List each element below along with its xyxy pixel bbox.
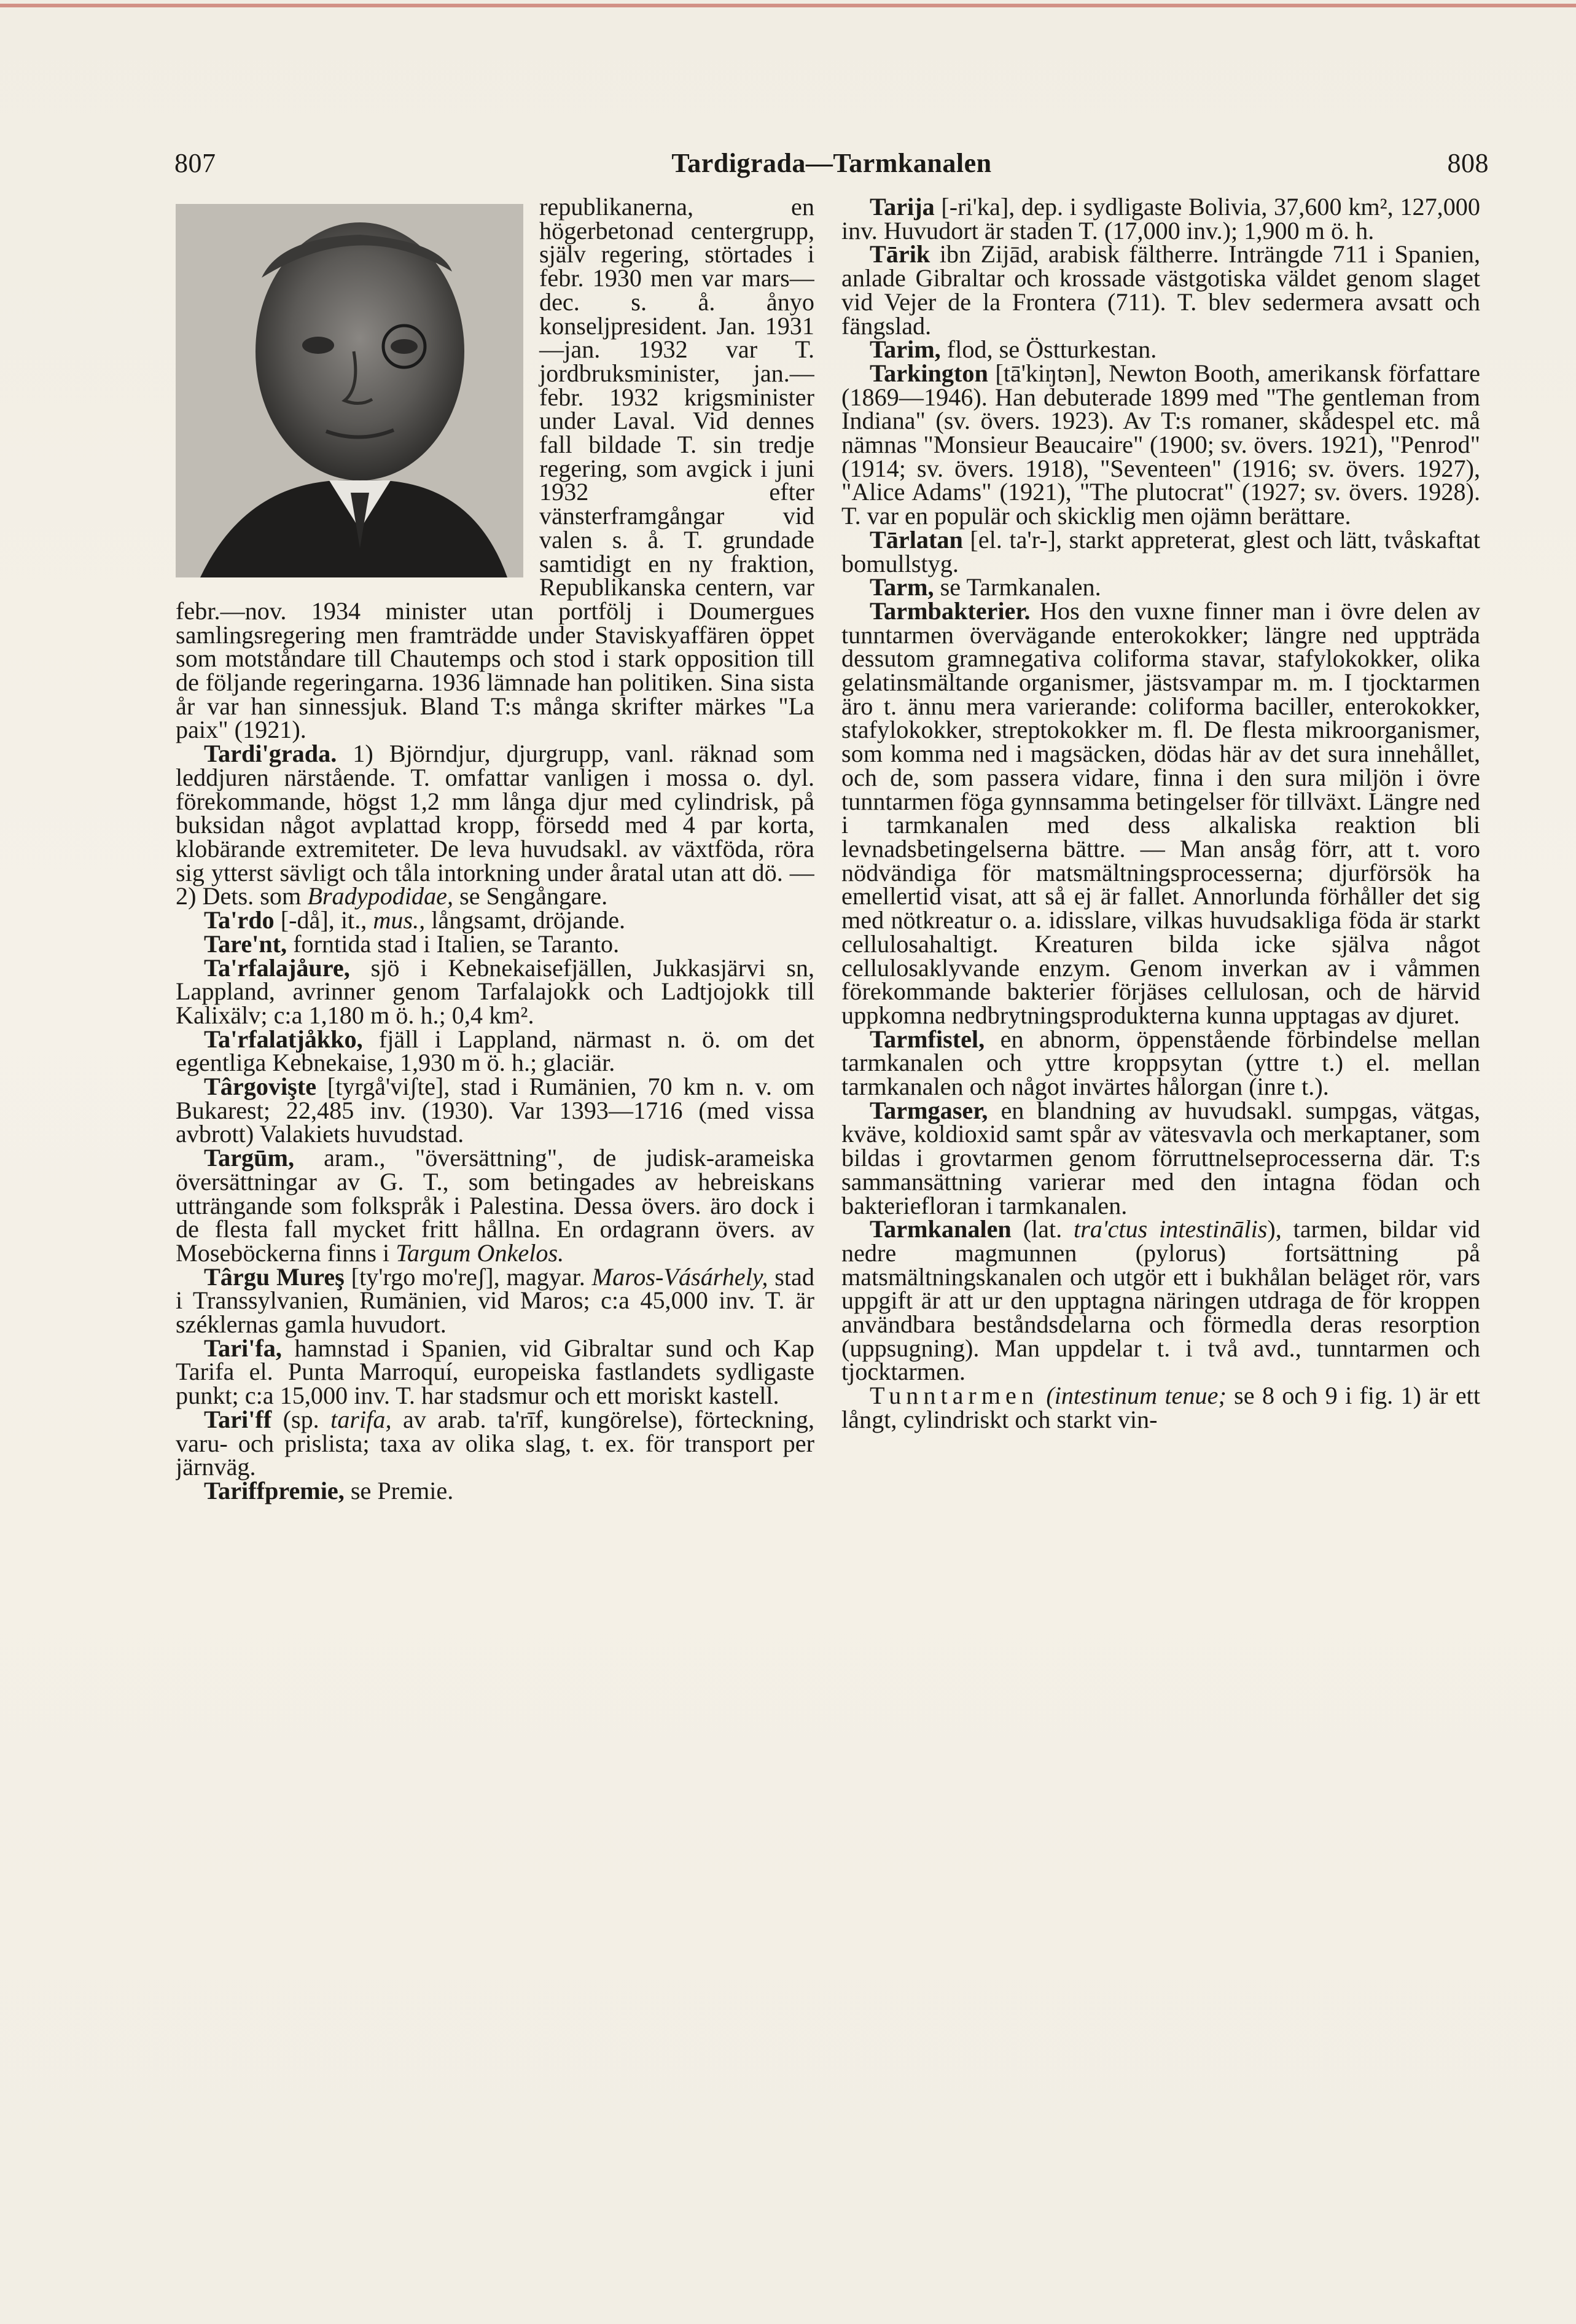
running-title: Tardigrada—Tarmkanalen [671,148,992,178]
entry-tarmbakterier [841,597,1480,1029]
entry-text: [ty'rgo mo'reʃ], magyar. [344,1262,592,1291]
entry-tarifa [176,1334,814,1410]
entry-headword: Targūm, [204,1144,295,1172]
entry-tardigrada [176,742,814,909]
entry-tarlatan [841,525,1480,577]
running-header [174,147,1489,184]
entry-tarmkanalen [841,1215,1480,1386]
entry-tarik [841,240,1480,340]
entry-tarmgaser [841,1096,1480,1219]
entry-tarija [841,195,1480,243]
intro-paragraph [176,195,814,742]
entry-headword: Tari'ff [204,1405,272,1433]
top-edge-rule [0,4,1576,7]
entry-text: [-ri'ka], dep. i sydligaste Bolivia, 37,600 km², 127,000 inv. Huvudort är staden T. (17,000 inv.); 1,900 m ö. h. [841,195,1480,245]
entry-headword: Ta'rdo [204,906,275,934]
entry-tariffpremie [176,1476,814,1504]
entry-text: aram., "översättning", de judisk-arameiska översättningar av G. T., som betingades av hebreiskans utträngande som folkspråk i Palestina. Dessa övers. äro dock i de flesta fall mycket fritt hållna. En ordagrann övers. av Moseböckerna finns i [176,1144,814,1267]
entry-tarfalajaure [176,953,814,1029]
page-number-left: 807 [174,148,216,178]
entry-text: en abnorm, öppenstående förbindelse mellan tarmkanalen och yttre kroppsytan (yttre t.) el. mellan tarmkanalen och något invärtes hålorgan (inre t.). [841,1025,1480,1101]
entry-text: långsamt, dröjande. [425,906,626,934]
entry-headword: Tarm, [870,573,934,601]
paragraph-tunntarmen [841,1384,1480,1431]
entry-italic: Maros-Vásárhely, [591,1262,768,1291]
entry-headword: Tarkington [870,359,988,387]
entry-text: sjö i Kebnekaisefjällen, Jukkasjärvi sn, Lappland, avrinner genom Tarfalajokk och Ladtjojokk till Kalixälv; c:a 1,180 m ö. h.; 0,4 km². [176,953,814,1029]
entry-text: [tā'kiŋtən], Newton Booth, amerikansk författare (1869—1946). Han debuterade 1899 med "The gentleman from Indiana" (sv. övers. 1923). Av T:s romaner, skådespel etc. må nämnas "Monsieur Beaucaire" (1900; sv. övers. 1921), "Penrod" (1914; sv. övers. 1918), "Seventeen" (1916; sv. övers. 1927), "Alice Adams" (1921), "The plutocrat" (1927; sv. övers. 1928). T. var en populär och skicklig men ojämn berättare. [841,359,1480,530]
entry-tariff [176,1405,814,1481]
entry-italic: mus., [373,906,426,934]
entry-italic: (intestinum tenue; [1046,1382,1227,1410]
entry-text: se Sengångare. [453,882,608,910]
entry-tarent [176,929,814,958]
entry-tarim [841,335,1480,364]
entry-targum [176,1146,814,1266]
entry-text: [-då], it., [274,906,373,934]
entry-text: se 8 och 9 i fig. 1) är ett långt, cylindriskt och starkt vin- [841,1382,1480,1433]
entry-italic: Targum Onkelos. [396,1238,564,1267]
entry-headword: Tarmkanalen [870,1215,1012,1243]
entry-headword: Tārlatan [870,525,963,554]
spaced-term: Tunntarmen [870,1382,1039,1410]
entry-italic: Bradypodidae, [307,882,454,910]
entry-italic: tarifa, [330,1405,392,1433]
entry-targu-mures [176,1262,814,1339]
left-column [176,195,814,2198]
entry-text: forntida stad i Italien, se Taranto. [287,929,620,958]
portrait-photo [176,204,523,577]
entry-headword: Târgovişte [204,1073,317,1101]
entry-targoviste [176,1075,814,1146]
entry-text: Hos den vuxne finner man i övre delen av tunntarmen övervägande enterokokker; längre ned uppträda dessutom gramnegativa coliforma stavar, stafylokokker, olika gelatinsmältande organismer, jästsvampar m. m. I tjocktarmen äro t. ännu mera varierande: coliforma baciller, enterokokker, stafylokokker, streptokokker m. fl. De flesta mikroorganismer, som komma ned i magsäcken, dödas här av det sura innehållet, och de, som passera vidare, finna i den sura miljön i övre tunntarmen föga gynnsamma betingelser för tillväxt. Längre ned i tarmkanalen med dess alkaliska reaktion bli levnadsbetingelserna bättre. — Man ansåg förr, att t. voro nödvändiga för matsmältningsprocesserna; djurförsök ha emellertid visat, att så ej är fallet. Annorlunda förhåller det sig med nötkreatur o. a. idisslare, vilkas huvudsakliga föda är starkt cellulosahaltigt. Kreaturen bilda icke själva något cellulosaklyvande enzym. Genom inverkan av i våmmen förekommande bakterier förjäses cellulosan, och de härvid uppkomna nedbrytningsprodukterna kunna upptagas av djuret. [841,597,1480,1029]
right-column [841,195,1480,2198]
intro-text: republikanerna, en högerbetonad centergrupp, själv regering, störtades i febr. 1930 men var mars—dec. s. å. ånyo konseljpresident. Jan. 1931 —jan. 1932 var T. jordbruksminister, jan.—febr. 1932 krigsminister under Laval. Vid dennes fall bildade T. sin tredje regering, som avgick i juni 1932 efter vänsterframgångar vid valen s. å. T. grundade samtidigt en ny fraktion, Republikanska centern, var febr.—nov. 1934 minister utan portfölj i Doumergues samlingsregering men framträdde under Staviskyaffären öppet som motståndare till Chautemps och stod i stark opposition till de följande regeringarna. 1936 lämnade han politiken. Sina sista år var han sinnessjuk. Bland T:s många skrifter märkes "La paix" (1921). [176,195,814,744]
entry-text: (sp. [271,1405,331,1433]
entry-headword: Tarmfistel, [870,1025,985,1053]
entry-text: (lat. [1011,1215,1074,1243]
entry-text: flod, se Östturkestan. [940,335,1157,364]
entry-tarm [841,573,1480,601]
entry-text: [tyrgå'viʃte], stad i Rumänien, 70 km n. v. om Bukarest; 22,485 inv. (1930). Var 1393—1716 (med vissa avbrott) Valakiets huvudstad. [176,1073,814,1148]
entry-tardo [176,906,814,934]
entry-italic: tra'ctus intestinālis [1073,1215,1268,1243]
entry-text: ibn Zijād, arabisk fältherre. Inträngde 711 i Spanien, anlade Gibraltar och krossade västgotiska väldet genom slaget vid Vejer de la Frontera (711). T. blev sedermera avsatt och fängslad. [841,240,1480,340]
entry-text: se Tarmkanalen. [934,573,1101,601]
entry-headword: Tardi'grada. [204,740,337,768]
entry-tarkington [841,359,1480,530]
entry-headword: Tari'fa, [204,1334,282,1362]
entry-headword: Tārik [870,240,930,268]
entry-text: av arab. ta'rīf, kungörelse), förteckning, varu- och prislista; taxa av olika slag, t. ex. för transport per järnväg. [176,1405,814,1481]
entry-text: stad i Transsylvanien, Rumänien, vid Maros; c:a 45,000 inv. T. är széklernas gamla huvudort. [176,1262,814,1339]
entry-headword: Tarija [870,195,935,221]
entry-headword: Ta'rfalatjåkko, [204,1025,363,1053]
entry-headword: Târgu Mureş [204,1262,345,1291]
entry-tarmfistel [841,1025,1480,1101]
entry-text: 1) Björndjur, djurgrupp, vanl. räknad som leddjuren närstående. T. omfattar vanligen i mossa o. dyl. förekommande, högst 1,2 mm långa djur med cylindrisk, på buksidan något avplattad kropp, försedd med 4 par korta, klobärande extremiteter. De leva huvudsakl. av växtföda, röra sig ytterst sävligt och tåla intorkning under åratal utan att dö. — 2) Dets. som [176,740,814,910]
entry-text: ), tarmen, bildar vid nedre magmunnen (pylorus) fortsättning på matsmältningskanalen och utgör ett i bukhålan beläget rör, vars uppgift är att ur den upptagna näringen utdraga de för kroppen användbara beståndsdelarna och förmedla deras resorption (uppsugning). Man uppdelar t. i två avd., tunntarmen och tjocktarmen. [841,1215,1480,1386]
entry-tarfalatjakko [176,1025,814,1077]
entry-headword: Tariffpremie, [204,1476,345,1504]
entry-text: fjäll i Lappland, närmast n. ö. om det egentliga Kebnekaise, 1,930 m ö. h.; glaciär. [176,1025,814,1077]
entry-headword: Tarim, [870,335,941,364]
entry-headword: Tarmgaser, [870,1096,988,1124]
entry-headword: Tare'nt, [204,929,287,958]
page-number-right: 808 [1447,148,1489,178]
entry-text: hamnstad i Spanien, vid Gibraltar sund och Kap Tarifa el. Punta Marroquí, europeiska fastlandets sydligaste punkt; c:a 15,000 inv. T. har stadsmur och ett moriskt kastell. [176,1334,814,1410]
entry-text: se Premie. [344,1476,454,1504]
entry-headword: Ta'rfalajåure, [204,953,350,982]
entry-text: [el. ta'r-], starkt appreterat, glest och lätt, tvåskaftat bomullstyg. [841,525,1480,577]
entry-text: en blandning av huvudsakl. sumpgas, vätgas, kväve, koldioxid samt spår av vätesvavla och merkaptaner, som bildas i grovtarmen genom förruttnelseprocesserna där. T:s sammansättning varierar med den intagna födan och bakteriefloran i tarmkanalen. [841,1096,1480,1219]
entry-headword: Tarmbakterier. [870,597,1031,625]
